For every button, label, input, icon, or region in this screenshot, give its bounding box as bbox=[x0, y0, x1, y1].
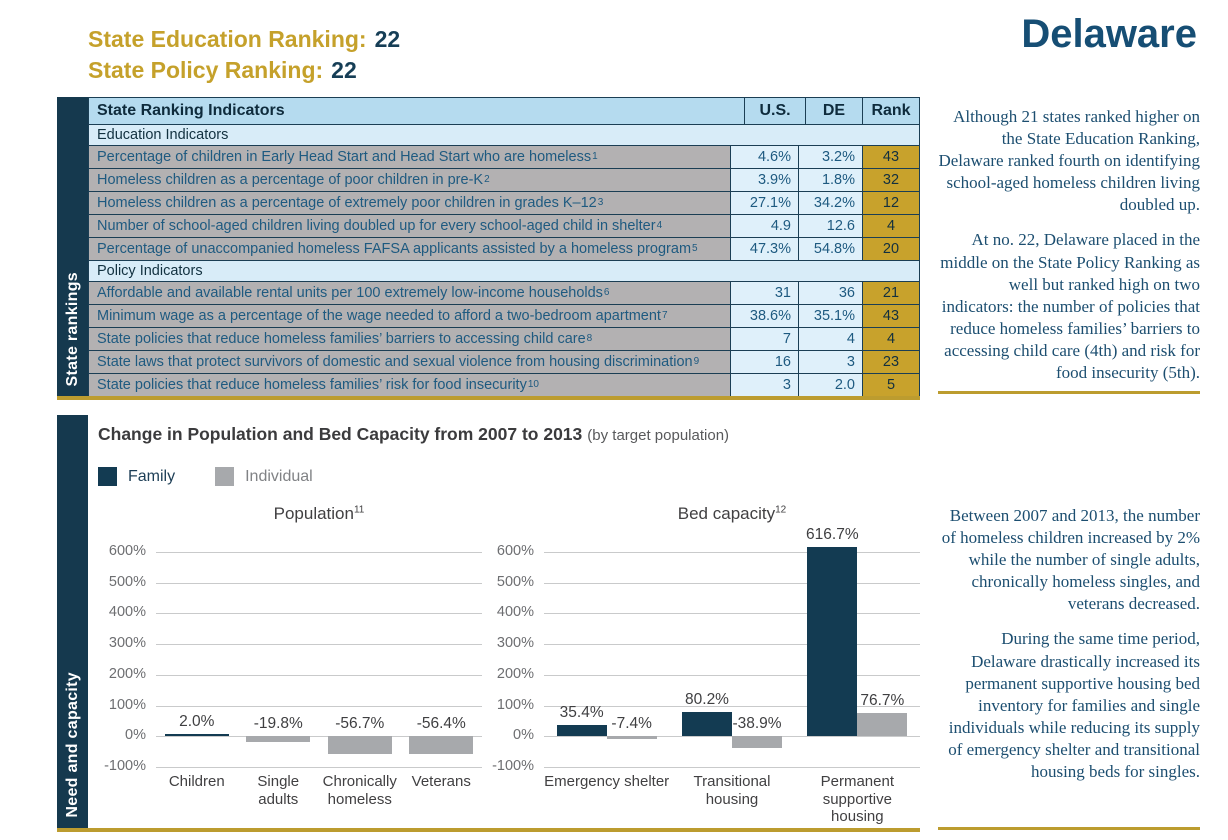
rank-value: 32 bbox=[862, 169, 919, 191]
header-rank: Rank bbox=[862, 98, 919, 124]
indicator-label: Homeless children as a percentage of extremely poor children in grades K–12 3 bbox=[89, 192, 730, 214]
bar-individual bbox=[857, 713, 907, 737]
indicator-label: Percentage of children in Early Head Start and Head Start who are homeless 1 bbox=[89, 146, 730, 168]
side-strip-label: State rankings bbox=[63, 271, 81, 386]
indicator-label: Number of school-aged children living doubled up for every school-aged child in shelter 4 bbox=[89, 215, 730, 237]
header-indicator: State Ranking Indicators bbox=[97, 102, 285, 119]
gold-rule-bottom bbox=[938, 827, 1200, 830]
de-value: 4 bbox=[798, 328, 862, 350]
need-and-capacity-section bbox=[57, 415, 920, 832]
charts-main-title bbox=[98, 424, 729, 445]
table-body bbox=[89, 125, 919, 396]
us-value: 47.3% bbox=[730, 238, 798, 260]
bar-family bbox=[165, 734, 229, 737]
rank-value: 43 bbox=[862, 305, 919, 327]
rank-value: 20 bbox=[862, 238, 919, 260]
gridline bbox=[156, 613, 482, 614]
x-axis-labels bbox=[544, 773, 920, 826]
bar-value-label: -7.4% bbox=[611, 715, 652, 733]
table-header-row bbox=[89, 98, 919, 125]
us-value: 16 bbox=[730, 351, 798, 373]
us-value: 7 bbox=[730, 328, 798, 350]
charts-main-title-text: Change in Population and Bed Capacity from 2007 to 2013 bbox=[98, 424, 583, 444]
chart-plot bbox=[98, 543, 482, 774]
chart-plot bbox=[486, 525, 920, 774]
legend-swatch-icon bbox=[98, 467, 117, 486]
gridline bbox=[156, 767, 482, 768]
table-row bbox=[89, 328, 919, 351]
y-axis-tick-label: 400% bbox=[108, 604, 146, 621]
gridline bbox=[156, 675, 482, 676]
page-title-state: Delaware bbox=[1021, 12, 1197, 56]
y-axis-tick-label: 400% bbox=[496, 604, 534, 621]
y-axis-tick-label: 300% bbox=[108, 635, 146, 652]
note-paragraph: At no. 22, Delaware placed in the middle on the State Policy Ranking as well but ranked high on two indicators: the number of policies that reduce homeless families’ barriers to accessing child care (4th) and risk for food insecurity (5th). bbox=[940, 230, 1200, 383]
chart-title: Bed capacity$^{12}$ bbox=[677, 504, 787, 523]
bar-individual bbox=[732, 736, 782, 748]
charts-area bbox=[88, 415, 920, 828]
bar-value-label: -19.8% bbox=[253, 715, 303, 733]
legend-item-family bbox=[98, 467, 175, 486]
de-value: 36 bbox=[798, 282, 862, 304]
x-axis-category-label: Permanent supportive housing bbox=[820, 773, 894, 826]
legend-label: Family bbox=[128, 467, 176, 485]
de-value: 1.8% bbox=[798, 169, 862, 191]
gridline bbox=[156, 644, 482, 645]
table-row bbox=[89, 374, 919, 396]
legend-swatch-icon bbox=[215, 467, 234, 486]
gridline bbox=[156, 583, 482, 584]
legend-label: Individual bbox=[245, 467, 313, 485]
us-value: 31 bbox=[730, 282, 798, 304]
de-value: 12.6 bbox=[798, 215, 862, 237]
section-title: Education Indicators bbox=[97, 127, 229, 143]
indicator-label: State policies that reduce homeless families’ barriers to accessing child care 8 bbox=[89, 328, 730, 350]
de-value: 34.2% bbox=[798, 192, 862, 214]
rank-value: 43 bbox=[862, 146, 919, 168]
table-section-row bbox=[89, 125, 919, 146]
state-rankings-header bbox=[88, 24, 400, 86]
ranking-line bbox=[88, 24, 400, 55]
indicator-label: State policies that reduce homeless families’ risk for food insecurity 10 bbox=[89, 374, 730, 396]
notes-top bbox=[938, 106, 1200, 397]
header-us: U.S. bbox=[744, 98, 805, 124]
table-row bbox=[89, 351, 919, 374]
y-axis-tick-label: 0% bbox=[513, 727, 534, 744]
de-value: 2.0 bbox=[798, 374, 862, 396]
table-row bbox=[89, 282, 919, 305]
x-axis-category-label: Veterans bbox=[411, 773, 471, 790]
charts-main-title-suffix: (by target population) bbox=[587, 427, 730, 444]
y-axis-tick-label: 0% bbox=[125, 727, 146, 744]
ranking-line bbox=[88, 55, 400, 86]
bed-capacity-chart bbox=[486, 498, 920, 828]
x-axis-category-label: Single adults bbox=[257, 773, 300, 808]
table-row bbox=[89, 238, 919, 261]
gridline bbox=[156, 552, 482, 553]
x-axis-category-label: Chronically homeless bbox=[322, 773, 397, 808]
notes-bottom bbox=[938, 505, 1200, 796]
x-axis-labels bbox=[156, 773, 482, 808]
gridline bbox=[544, 552, 920, 553]
bar-value-label: 76.7% bbox=[860, 691, 905, 709]
de-value: 35.1% bbox=[798, 305, 862, 327]
y-axis-tick-label: -100% bbox=[104, 758, 146, 774]
de-value: 54.8% bbox=[798, 238, 862, 260]
us-value: 4.6% bbox=[730, 146, 798, 168]
y-axis-tick-label: 100% bbox=[108, 696, 146, 713]
bar-individual bbox=[246, 736, 310, 742]
bar-value-label: -56.4% bbox=[416, 715, 466, 733]
note-paragraph: Between 2007 and 2013, the number of homeless children increased by 2% while the number of single adults, chronically homeless singles, and veterans decreased. bbox=[941, 506, 1200, 614]
us-value: 27.1% bbox=[730, 192, 798, 214]
section-title: Policy Indicators bbox=[97, 263, 203, 279]
bar-value-label: 35.4% bbox=[559, 704, 604, 722]
chart-title: Population$^{11}$ bbox=[273, 504, 365, 523]
y-axis-tick-label: 200% bbox=[496, 665, 534, 682]
us-value: 3.9% bbox=[730, 169, 798, 191]
gridline bbox=[544, 767, 920, 768]
bar-value-label: -38.9% bbox=[732, 715, 782, 733]
rank-value: 12 bbox=[862, 192, 919, 214]
gridline bbox=[544, 583, 920, 584]
gridline bbox=[156, 706, 482, 707]
ranking-value: 22 bbox=[331, 57, 357, 83]
y-axis-tick-label: 500% bbox=[108, 573, 146, 590]
rank-value: 4 bbox=[862, 328, 919, 350]
de-value: 3 bbox=[798, 351, 862, 373]
ranking-label: State Policy Ranking: bbox=[88, 57, 324, 83]
rank-value: 5 bbox=[862, 374, 919, 396]
bar-value-label: 616.7% bbox=[806, 525, 859, 543]
bar-individual bbox=[328, 736, 392, 753]
indicator-label: State laws that protect survivors of domestic and sexual violence from housing discrimination 9 bbox=[89, 351, 730, 373]
us-value: 38.6% bbox=[730, 305, 798, 327]
bar-value-label: 80.2% bbox=[685, 690, 729, 708]
y-axis-tick-label: 600% bbox=[108, 543, 146, 559]
bar-individual bbox=[409, 736, 473, 753]
legend-item-individual bbox=[215, 467, 313, 486]
rank-value: 23 bbox=[862, 351, 919, 373]
bar-individual bbox=[607, 736, 657, 739]
note-paragraph: During the same time period, Delaware drastically increased its permanent supportive housing bed inventory for families and single individuals while reducing its supply of emergency shelter and transitional housing beds for singles. bbox=[948, 629, 1200, 782]
chart-legend bbox=[98, 467, 313, 486]
table-row bbox=[89, 305, 919, 328]
state-rankings-side-strip bbox=[57, 97, 88, 396]
table-row bbox=[89, 169, 919, 192]
indicator-label: Percentage of unaccompanied homeless FAFSA applicants assisted by a homeless program 5 bbox=[89, 238, 730, 260]
y-axis-tick-label: 200% bbox=[108, 665, 146, 682]
gold-rule-top bbox=[938, 391, 1200, 394]
table-row bbox=[89, 146, 919, 169]
y-axis-tick-label: 500% bbox=[496, 573, 534, 590]
table-row bbox=[89, 192, 919, 215]
gridline bbox=[544, 675, 920, 676]
de-value: 3.2% bbox=[798, 146, 862, 168]
y-axis-tick-label: 300% bbox=[496, 635, 534, 652]
y-axis-tick-label: 600% bbox=[496, 543, 534, 559]
indicator-label: Homeless children as a percentage of poor children in pre-K 2 bbox=[89, 169, 730, 191]
x-axis-category-label: Children bbox=[168, 773, 225, 790]
indicator-label: Affordable and available rental units per 100 extremely low-income households 6 bbox=[89, 282, 730, 304]
rank-value: 21 bbox=[862, 282, 919, 304]
note-paragraph: Although 21 states ranked higher on the State Education Ranking, Delaware ranked fourth on identifying school-aged homeless children living doubled up. bbox=[938, 107, 1200, 215]
table-row bbox=[89, 215, 919, 238]
bar-value-label: -56.7% bbox=[335, 715, 385, 733]
x-axis-category-label: Transitional housing bbox=[693, 773, 771, 808]
ranking-label: State Education Ranking: bbox=[88, 26, 367, 52]
side-strip-label: Need and capacity bbox=[63, 672, 81, 818]
gridline bbox=[544, 644, 920, 645]
y-axis-tick-label: 100% bbox=[496, 696, 534, 713]
state-ranking-indicators-table bbox=[88, 97, 920, 396]
ranking-value: 22 bbox=[374, 26, 401, 52]
x-axis-category-label: Emergency shelter bbox=[544, 773, 670, 790]
population-chart bbox=[98, 498, 482, 828]
us-value: 4.9 bbox=[730, 215, 798, 237]
rank-value: 4 bbox=[862, 215, 919, 237]
y-axis-tick-label: -100% bbox=[492, 758, 534, 774]
need-capacity-side-strip bbox=[57, 415, 88, 828]
indicator-label: Minimum wage as a percentage of the wage needed to afford a two-bedroom apartment 7 bbox=[89, 305, 730, 327]
state-rankings-section bbox=[57, 97, 920, 400]
header-de: DE bbox=[805, 98, 862, 124]
us-value: 3 bbox=[730, 374, 798, 396]
gridline bbox=[544, 613, 920, 614]
bar-value-label: 2.0% bbox=[179, 712, 215, 730]
table-section-row bbox=[89, 261, 919, 282]
